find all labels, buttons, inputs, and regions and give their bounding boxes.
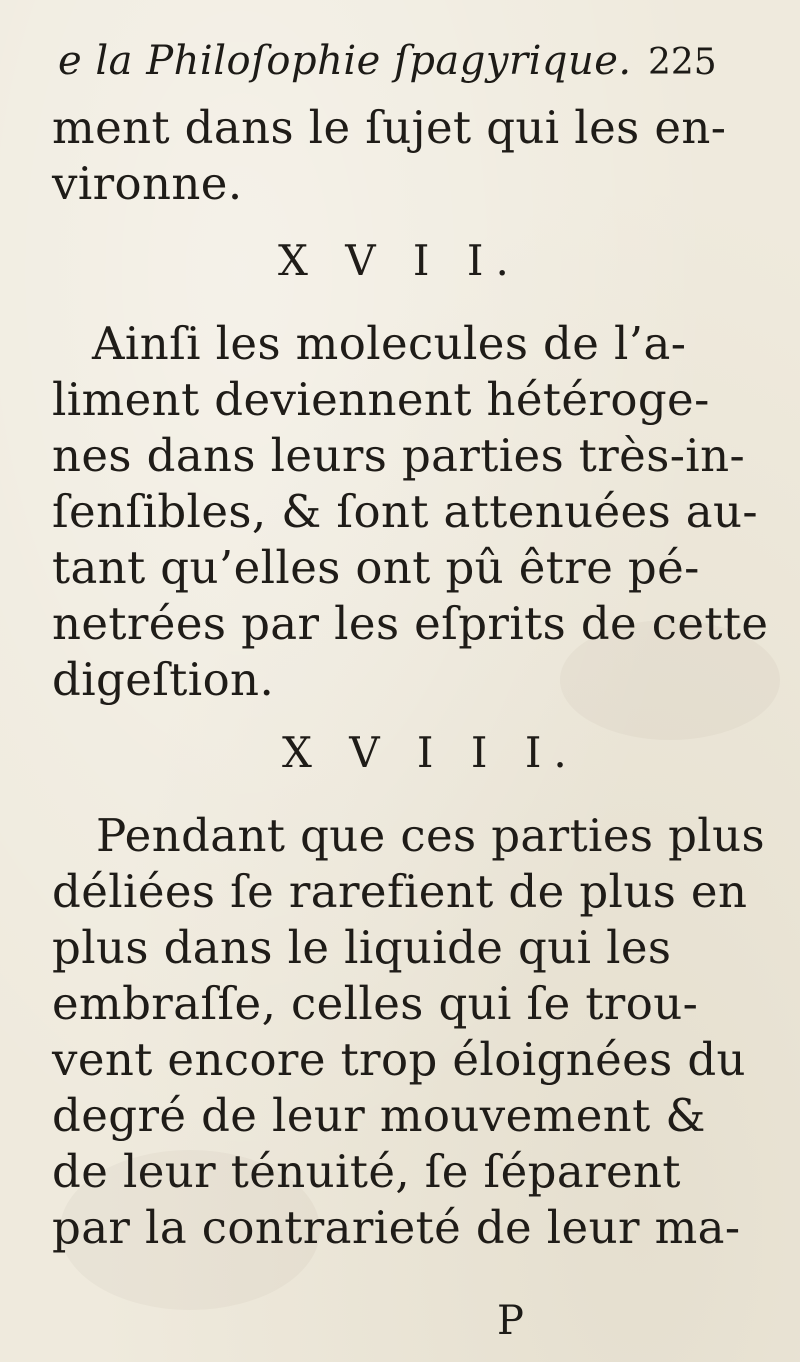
text-line: ſenſibles, & ſont attenuées au-	[52, 485, 758, 538]
text-line: vent encore trop éloignées du	[52, 1033, 746, 1086]
section-heading-18: X V I I I.	[282, 728, 579, 777]
text-line: digeſtion.	[52, 653, 275, 706]
text-line: par la contrarieté de leur ma-	[52, 1201, 741, 1254]
page-number: 225	[648, 42, 717, 83]
text-line: vironne.	[52, 157, 243, 210]
text-line: Pendant que ces parties plus	[96, 809, 765, 862]
text-line: de leur ténuité, ſe ſéparent	[52, 1145, 681, 1198]
text-line: nes dans leurs parties très-in-	[52, 429, 746, 482]
text-line: Ainſi les molecules de l’a-	[92, 317, 687, 370]
text-line: déliées ſe rarefient de plus en	[52, 865, 748, 918]
text-line: netrées par les eſprits de cette	[52, 597, 769, 650]
catchword: P	[497, 1298, 524, 1344]
text-line: plus dans le liquide qui les	[52, 921, 672, 974]
running-head-title: e la Philoſophie ſpagyrique.	[58, 38, 632, 84]
text-line: tant qu’elles ont pû être pé-	[52, 541, 700, 594]
text-line: embraſſe, celles qui ſe trou-	[52, 977, 699, 1030]
text-line: degré de leur mouvement &	[52, 1089, 706, 1142]
text-line: liment deviennent hétéroge-	[52, 373, 710, 426]
running-head	[58, 38, 778, 98]
text-line: ment dans le ſujet qui les en-	[52, 101, 727, 154]
section-heading-17: X V I I.	[278, 236, 521, 285]
